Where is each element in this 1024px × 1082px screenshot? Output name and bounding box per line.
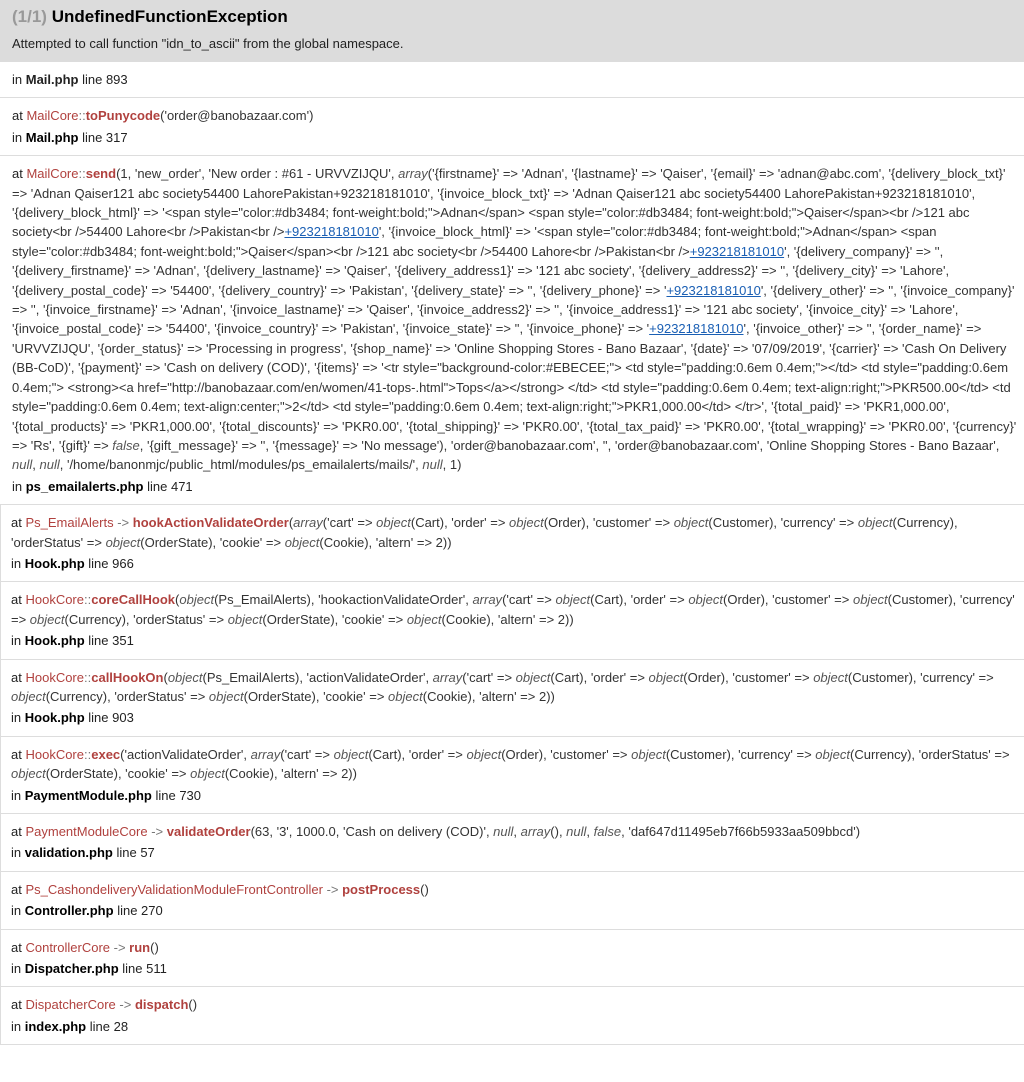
frame-separator: :: [78,108,86,124]
frame-arguments: (array('cart' => object(Cart), 'order' => object(Order), 'customer' => object(Customer), 'currency' => object(Currency), 'orderStatus' => object(OrderState), 'cookie' => object(Cookie), 'altern' => 2)) [11,515,958,550]
exception-message: Attempted to call function "idn_to_ascii" from the global namespace. [12,36,404,51]
frame-function: coreCallHook [91,592,176,608]
line-number: line 317 [78,129,128,145]
frame-separator: :: [84,592,92,608]
line-number: line 893 [82,72,128,87]
frame-location: in ps_emailalerts.php line 471 [12,478,193,494]
frame-at-label: at [12,166,27,182]
frame-function: hookActionValidateOrder [132,515,289,531]
frame-separator: -> [322,881,343,897]
exception-count: (1/1) [12,7,47,26]
line-number: line 511 [118,961,167,977]
frame-arguments: () [188,997,198,1013]
frame-class: HookCore [25,669,84,685]
frame-arguments: (1, 'new_order', 'New order : #61 - URVVZIJQU', array('{firstname}' => 'Adnan', '{lastname}' => 'Qaiser', '{email}' => 'adnan@abc.com', '{delivery_block_txt}' => 'Adnan Qaiser121 abc society54400 LahorePakistan+923218181010', '{invoice_block_txt}' => 'Adnan Qaiser121 abc society54400 LahorePakistan+923218181010', '{delivery_block_html}' => '<span style="color:#db3484; font-weight:bold;">Adnan</span> <span style="color:#db3484; font-weight:bold;">Qaiser</span><br />121 abc society<br />54400 Lahore<br />Pakistan<br />+923218181010', '{invoice_block_html}' => '<span style="color:#db3484; font-weight:bold;">Adnan</span> <span style="color:#db3484; font-weight:bold;">Qaiser</span><br />121 abc society<br />54400 Lahore<br />Pakistan<br />+923218181010', '{delivery_company}' => '', '{delivery_firstname}' => 'Adnan', '{delivery_lastname}' => 'Qaiser', '{delivery_address1}' => '121 abc society', '{delivery_address2}' => '', '{delivery_city}' => 'Lahore', '{delivery_postal_code}' => '54400', '{delivery_country}' => 'Pakistan', '{delivery_state}' => '', '{delivery_phone}' => '+923218181010', '{delivery_other}' => '', '{invoice_company}' => '', '{invoice_firstname}' => 'Adnan', '{invoice_lastname}' => 'Qaiser', '{invoice_address2}' => '', '{invoice_address1}' => '121 abc society', '{invoice_city}' => 'Lahore', '{invoice_postal_code}' => '54400', '{invoice_country}' => 'Pakistan', '{invoice_state}' => '', '{invoice_phone}' => '+923218181010', '{invoice_other}' => '', '{order_name}' => 'URVVZIJQU', '{order_status}' => 'Processing in progress', '{shop_name}' => 'Online Shopping Stores - Bano Bazaar', '{date}' => '07/09/2019', '{carrier}' => 'Cash On Delivery (BB-CoD)', '{payment}' => 'Cash on delivery (COD)', '{items}' => '<tr style="background-color:#EBECEE;"> <td style="padding:0.6em 0.4em;"></td> <td style="padding:0.6em 0.4em;"> <strong><a href="http://banobazaar.com/en/women/41-tops-.html">Tops</a></strong> </td> <td style="padding:0.6em 0.4em; text-align:right;">PKR500.00</td> <td style="padding:0.6em 0.4em; text-align:center;">2</td> <td style="padding:0.6em 0.4em; text-align:right;">PKR1,000.00</td> </tr>', '{total_paid}' => 'PKR1,000.00', '{total_products}' => 'PKR1,000.00', '{total_discounts}' => 'PKR0.00', '{total_shipping}' => 'PKR0.00', '{total_tax_paid}' => 'PKR0.00', '{total_wrapping}' => 'PKR0.00', '{currency}' => 'Rs', '{gift}' => false, '{gift_message}' => '', '{message}' => 'No message'), 'order@banobazaar.com', '', 'order@banobazaar.com', 'Online Shopping Stores - Bano Bazaar', null, null, '/home/banonmjc/public_html/modules/ps_emailalerts/mails/', null, 1) [12,166,1017,473]
frame-arguments: () [420,881,429,897]
frame-at-label: at [11,515,26,531]
trace-frame [0,505,1024,582]
frame-separator: -> [110,939,130,955]
frame-function: toPunycode [85,108,161,124]
file-name: PaymentModule.php [24,787,152,803]
line-number: line 966 [84,555,134,571]
trace-frame [0,987,1024,1045]
stack-trace [0,98,1024,1045]
frame-class: MailCore [26,166,79,182]
line-number: line 270 [113,903,163,919]
exception-header [0,0,1024,62]
trace-frame [0,98,1024,156]
frame-class: HookCore [25,746,84,762]
frame-location: in Controller.php line 270 [11,903,163,919]
frame-location: in Mail.php line 317 [12,129,128,145]
file-name: Mail.php [25,72,79,87]
frame-class: ControllerCore [25,939,111,955]
frame-at-label: at [12,108,27,124]
frame-at-label: at [11,881,26,897]
exception-title [12,6,1012,28]
first-location: in Mail.php line 893 [0,62,1024,98]
exception-class: UndefinedFunctionException [51,7,288,26]
frame-function: exec [91,746,121,762]
file-name: Hook.php [24,555,85,571]
file-name: Hook.php [24,710,85,726]
line-number: line 471 [143,478,193,494]
frame-location: in Hook.php line 966 [11,555,134,571]
line-number: line 730 [151,787,202,803]
frame-function: send [85,166,117,182]
file-name: Controller.php [24,903,114,919]
line-number: line 28 [86,1018,129,1034]
file-name: Mail.php [25,129,79,145]
frame-location: in validation.php line 57 [11,845,155,861]
frame-location: in index.php line 28 [11,1018,129,1034]
frame-at-label: at [11,669,26,685]
frame-arguments: ('actionValidateOrder', array('cart' => object(Cart), 'order' => object(Order), 'customer' => object(Customer), 'currency' => object(Currency), 'orderStatus' => object(OrderState), 'cookie' => object(Cookie), 'altern' => 2)) [11,746,1010,782]
frame-function: postProcess [342,881,421,897]
frame-class: PaymentModuleCore [25,824,148,839]
frame-class: DispatcherCore [25,997,116,1013]
frame-arguments: ('order@banobazaar.com') [160,108,314,124]
trace-frame [0,582,1024,659]
frame-at-label: at [11,746,26,762]
trace-frame [0,660,1024,737]
frame-function: callHookOn [91,669,164,685]
frame-at-label: at [11,592,26,608]
line-number: line 57 [112,845,155,861]
file-name: ps_emailalerts.php [25,478,144,494]
frame-at-label: at [11,824,26,839]
frame-location: in Dispatcher.php line 511 [11,961,167,977]
frame-location: in PaymentModule.php line 730 [11,787,202,803]
line-number: line 903 [84,710,134,726]
frame-at-label: at [11,997,26,1013]
line-number: line 351 [84,633,134,649]
frame-separator: -> [113,515,133,531]
frame-class: HookCore [25,592,84,608]
frame-class: MailCore [26,108,79,124]
frame-function: dispatch [134,997,189,1013]
frame-location: in Hook.php line 351 [11,633,134,649]
frame-separator: :: [78,166,86,182]
file-name: Hook.php [24,633,85,649]
frame-arguments: (63, '3', 1000.0, 'Cash on delivery (COD)', null, array(), null, false, 'daf647d11495eb7f66b5933aa509bbcd') [250,824,861,839]
frame-function: validateOrder [166,824,251,839]
trace-frame [0,156,1024,505]
file-name: index.php [24,1018,87,1034]
frame-separator: :: [84,669,92,685]
file-name: validation.php [24,845,113,861]
frame-function: run [129,939,151,955]
frame-arguments: (object(Ps_EmailAlerts), 'hookactionValidateOrder', array('cart' => object(Cart), 'order' => object(Order), 'customer' => object(Customer), 'currency' => object(Currency), 'orderStatus' => object(OrderState), 'cookie' => object(Cookie), 'altern' => 2)) [11,592,1015,627]
frame-separator: -> [115,997,135,1013]
trace-frame [0,872,1024,930]
file-name: Dispatcher.php [24,961,119,977]
frame-arguments: () [150,939,159,955]
frame-separator: :: [84,746,92,762]
frame-at-label: at [11,939,26,955]
frame-class: Ps_EmailAlerts [25,515,114,531]
trace-frame [0,737,1024,814]
frame-class: Ps_CashondeliveryValidationModuleFrontController [25,881,323,897]
trace-frame [0,814,1024,872]
frame-arguments: (object(Ps_EmailAlerts), 'actionValidateOrder', array('cart' => object(Cart), 'order' => object(Order), 'customer' => object(Customer), 'currency' => object(Currency), 'orderStatus' => object(OrderState), 'cookie' => object(Cookie), 'altern' => 2)) [11,669,994,704]
trace-frame [0,930,1024,988]
frame-location: in Hook.php line 903 [11,710,134,726]
frame-separator: -> [147,824,167,839]
